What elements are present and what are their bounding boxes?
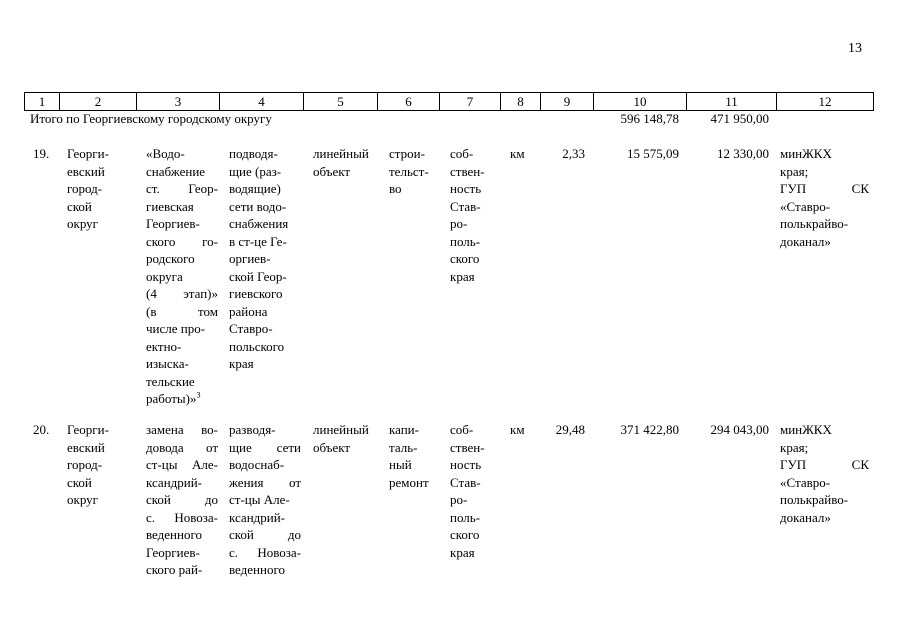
unit-cell: км: [510, 146, 525, 161]
column-number: 12: [777, 93, 874, 111]
description-cell: подводя- щие (раз- водящие) сети водо- снабжения в ст-це Ге- оргиев- ской Геор- гиевского района Ставро- польского края: [229, 146, 289, 371]
column-number: 9: [541, 93, 594, 111]
length-cell: 29,48: [555, 422, 585, 437]
row-number: 20.: [33, 422, 50, 437]
ownership-cell: соб- ствен- ность Став- ро- поль- ского края: [450, 422, 485, 560]
row-number: 19.: [33, 146, 50, 161]
page-number: 13: [848, 41, 862, 56]
object-type-cell: линейный объект: [313, 422, 369, 455]
total-col10: 596 148,78: [620, 111, 679, 126]
column-number: 3: [137, 93, 220, 111]
responsible-cell: минЖКХ края; ГУП СК «Ставро- полькрайво- доканал»: [780, 146, 869, 249]
column-number: 7: [440, 93, 501, 111]
column-number-header: [24, 92, 874, 111]
length-cell: 2,33: [562, 146, 585, 161]
column-number: 4: [220, 93, 304, 111]
work-type-cell: капи- таль- ный ремонт: [389, 422, 429, 490]
column-number-row: [25, 93, 874, 111]
work-type-cell: строи- тельст- во: [389, 146, 429, 196]
column-number: 6: [378, 93, 440, 111]
column-number: 11: [687, 93, 777, 111]
footnote-marker: 3: [196, 390, 201, 400]
column-number: 5: [304, 93, 378, 111]
municipality-cell: Георги- евский город- ской округ: [67, 422, 109, 507]
description-cell: разводя- щие сети водоснаб- жения от ст-цы Але- ксандрий- ской до с. Новоза- веденного: [229, 422, 301, 577]
object-name-cell: замена во- довода от ст-цы Але- ксандрий- ской до с. Новоза- веденного Георгиев- ского рай-: [146, 422, 218, 577]
object-name-cell: «Водо- снабжение ст. Геор- гиевская Георгиев- ского го- родского округа (4 этап)» (в том числе про- ектно- изыска- тельские работы)»$^3$: [146, 146, 218, 406]
column-number: 10: [594, 93, 687, 111]
total-label: Итого по Георгиевскому городскому округу: [30, 111, 272, 126]
ownership-cell: соб- ствен- ность Став- ро- поль- ского края: [450, 146, 485, 284]
col10-cell: 15 575,09: [627, 146, 679, 161]
col11-cell: 294 043,00: [710, 422, 769, 437]
object-type-cell: линейный объект: [313, 146, 369, 179]
total-col11: 471 950,00: [710, 111, 769, 126]
col10-cell: 371 422,80: [620, 422, 679, 437]
responsible-cell: минЖКХ края; ГУП СК «Ставро- полькрайво- доканал»: [780, 422, 869, 525]
unit-cell: км: [510, 422, 525, 437]
column-number: 8: [501, 93, 541, 111]
column-number: 2: [60, 93, 137, 111]
column-number: 1: [25, 93, 60, 111]
municipality-cell: Георги- евский город- ской округ: [67, 146, 109, 231]
col11-cell: 12 330,00: [717, 146, 769, 161]
